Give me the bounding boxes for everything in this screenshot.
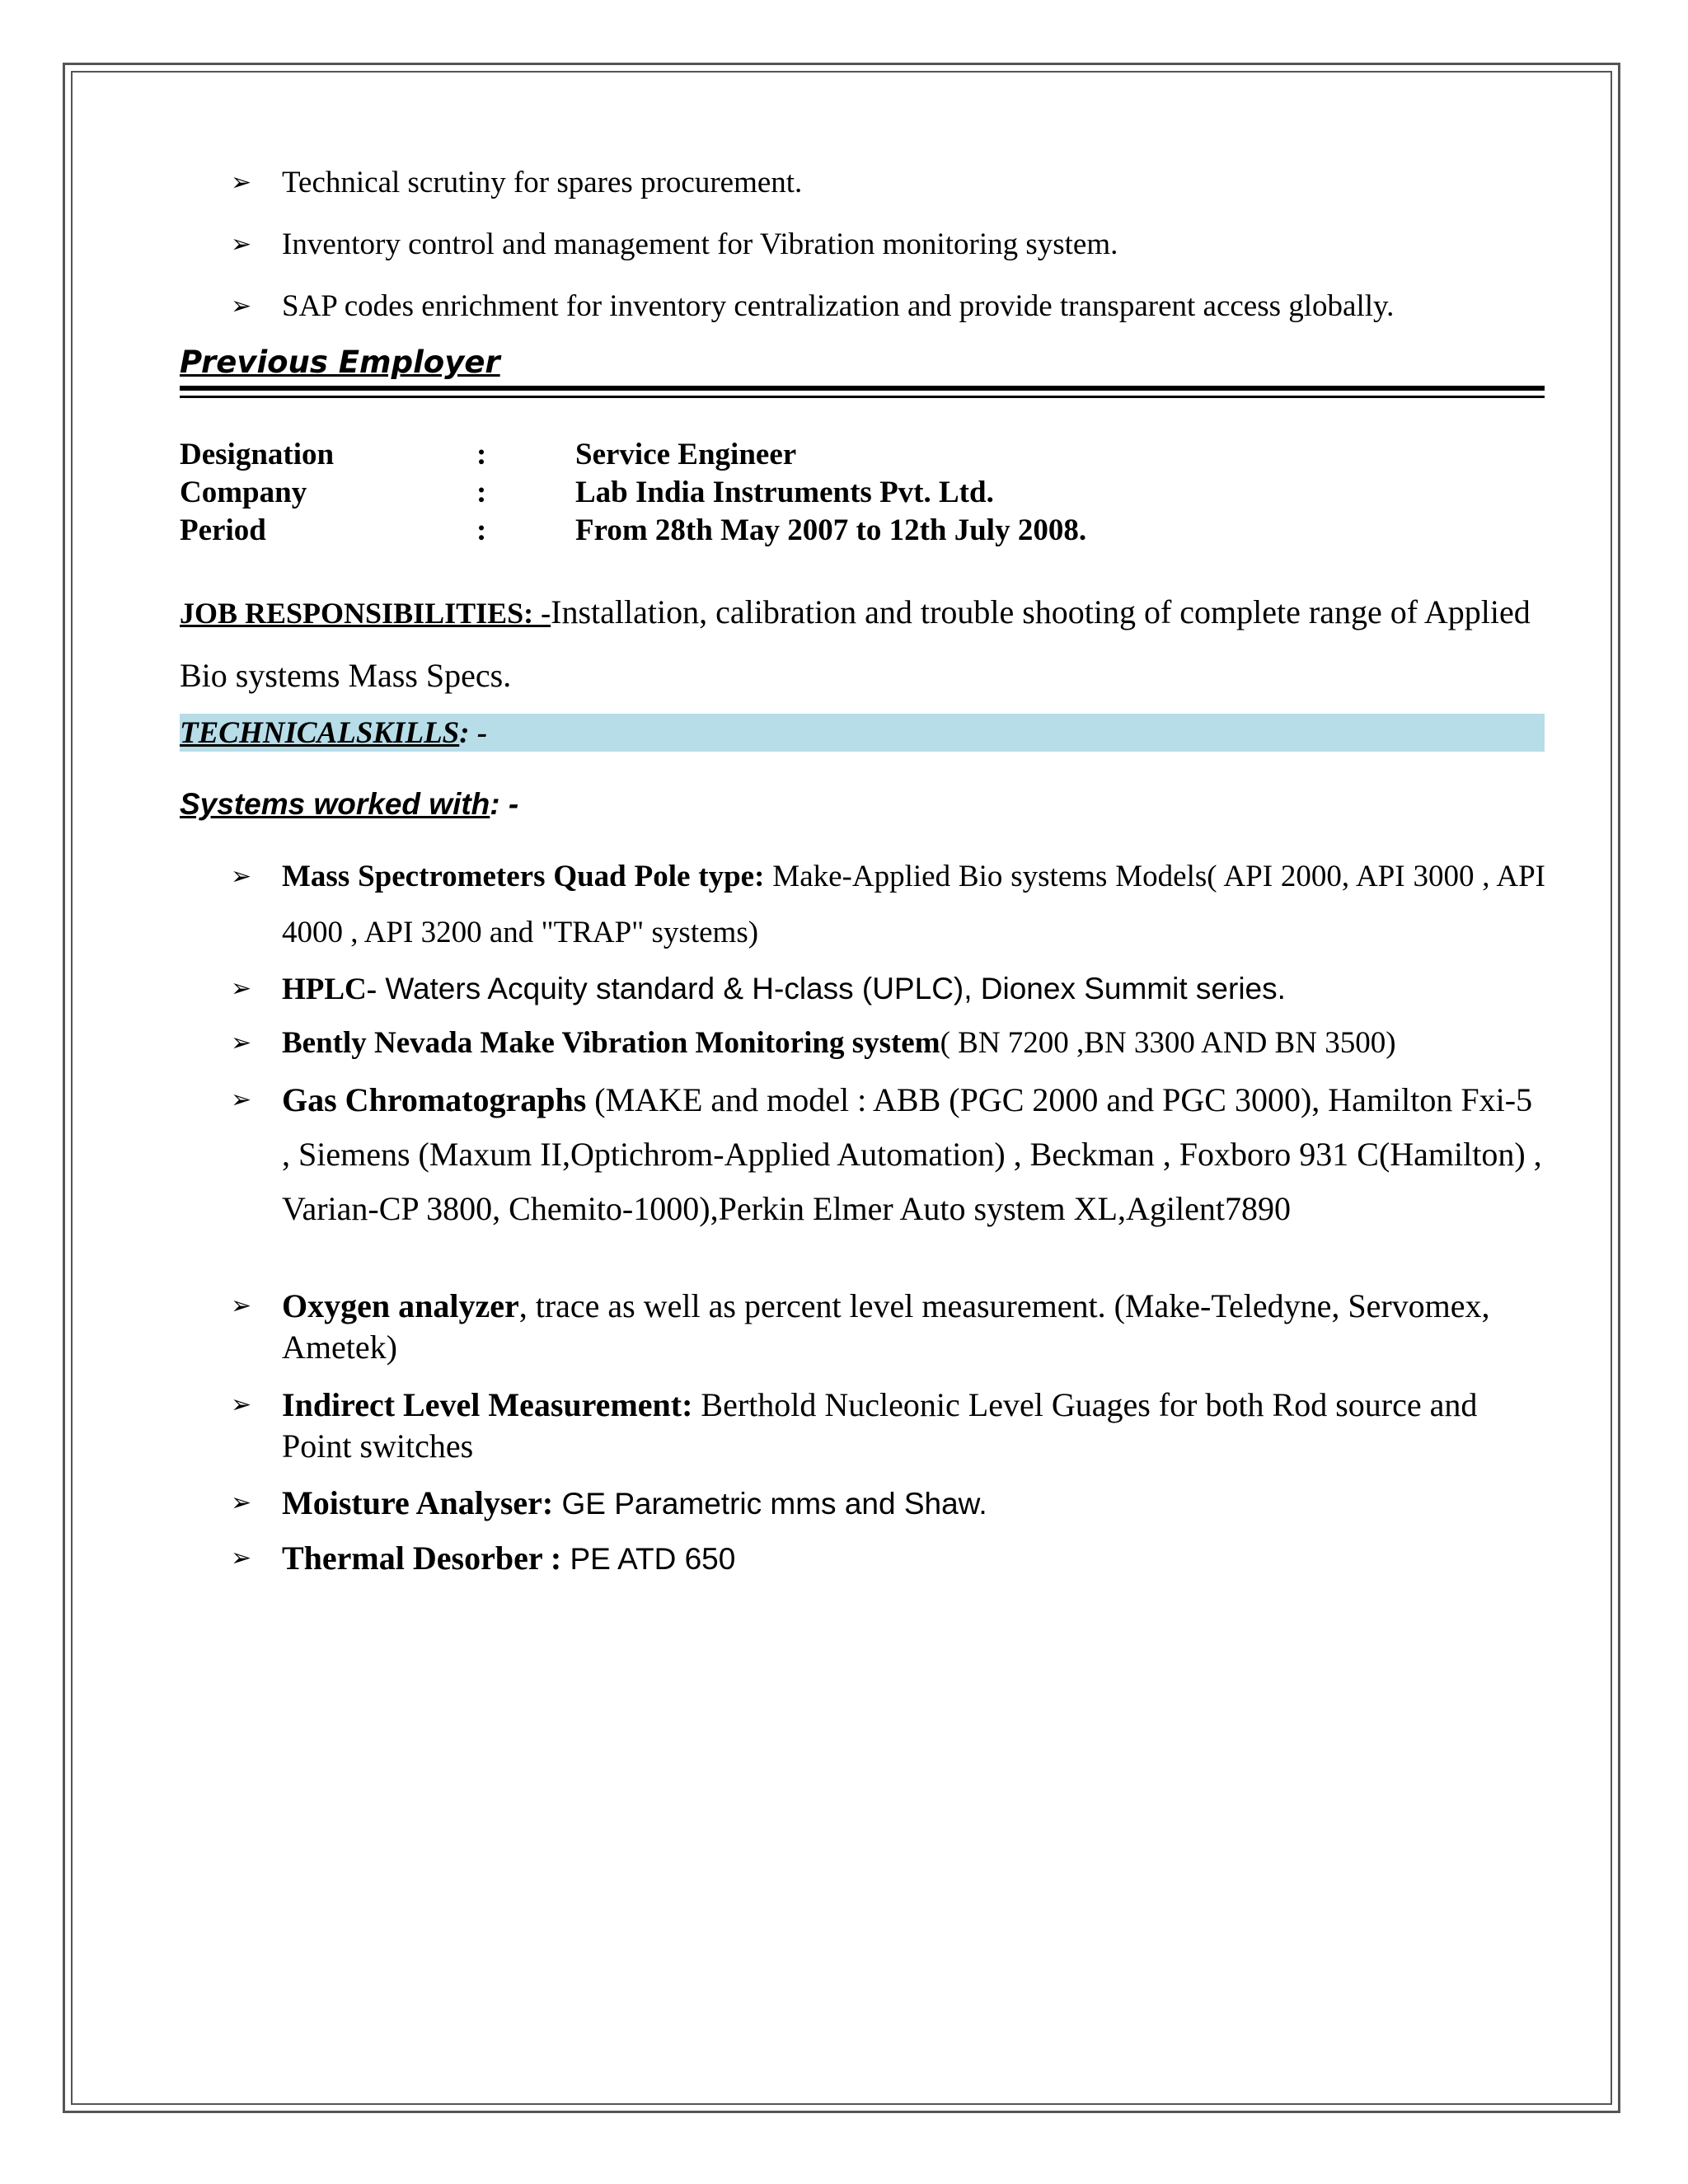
skill-name: Mass Spectrometers Quad Pole type:	[282, 860, 765, 893]
job-responsibilities	[180, 581, 1548, 706]
skill-text	[282, 1480, 1545, 1527]
period-value: From 28th May 2007 to 12th July 2008.	[575, 513, 1087, 547]
arrow-bullet-icon: ➢	[231, 1086, 252, 1113]
skill-name: Indirect Level Measurement:	[282, 1386, 693, 1423]
company-value: Lab India Instruments Pvt. Ltd.	[575, 476, 994, 509]
skill-text	[282, 966, 1545, 1013]
bullet-text: SAP codes enrichment for inventory centralization and provide transparent access globally.	[282, 289, 1395, 323]
arrow-bullet-icon: ➢	[231, 975, 252, 1002]
arrow-bullet-icon: ➢	[231, 863, 252, 890]
skill-detail: Berthold Nucleonic Level Guages for both Rod source and Point switches	[282, 1386, 1478, 1465]
skill-name: Gas Chromatographs	[282, 1081, 587, 1118]
colon: :	[476, 476, 487, 509]
company-label: Company	[180, 476, 307, 509]
skill-text	[282, 1385, 1545, 1467]
technical-skills-heading	[180, 715, 487, 751]
systems-title: Systems worked with	[180, 787, 490, 821]
divider	[180, 386, 1545, 391]
arrow-bullet-icon: ➢	[231, 1391, 252, 1418]
bullet-text: Inventory control and management for Vibration monitoring system.	[282, 227, 1118, 261]
technical-skills-suffix: : -	[459, 716, 488, 750]
arrow-bullet-icon: ➢	[231, 1489, 252, 1516]
technical-skills-bar	[180, 714, 1545, 752]
skill-text	[282, 849, 1545, 961]
skill-name: Moisture Analyser:	[282, 1484, 554, 1521]
skill-detail: Waters Acquity standard & H-class (UPLC), Dionex Summit series.	[377, 972, 1286, 1005]
skill-text	[282, 1286, 1545, 1368]
arrow-bullet-icon: ➢	[231, 1544, 252, 1572]
divider	[180, 396, 1545, 398]
period-label: Period	[180, 513, 266, 547]
skill-text	[282, 1535, 1545, 1582]
previous-employer-heading: Previous Employer	[180, 344, 500, 380]
arrow-bullet-icon: ➢	[231, 1029, 252, 1057]
skill-text	[282, 1020, 1545, 1066]
colon: :	[476, 513, 487, 547]
bullet-text: Technical scrutiny for spares procurement.	[282, 166, 803, 199]
skill-name: HPLC-	[282, 972, 377, 1006]
skill-detail: ( BN 7200 ,BN 3300 AND BN 3500)	[940, 1026, 1396, 1060]
skill-name: Thermal Desorber :	[282, 1540, 562, 1577]
arrow-bullet-icon: ➢	[231, 1292, 252, 1319]
skill-name: Bently Nevada Make Vibration Monitoring system	[282, 1026, 940, 1060]
arrow-bullet-icon: ➢	[231, 169, 252, 196]
skill-detail: (MAKE and model : ABB (PGC 2000 and PGC 3000), Hamilton Fxi-5 , Siemens (Maxum II,Optichrom-Applied Automation) , Beckman , Foxboro 931 C(Hamilton) , Varian-CP 3800, Chemito-1000),Perkin Elmer Auto system XL,Agilent7890	[282, 1081, 1542, 1227]
job-responsibilities-text: Installation, calibration and trouble shooting of complete range of Applied Bio systems Mass Specs.	[180, 593, 1531, 694]
arrow-bullet-icon: ➢	[231, 293, 252, 320]
skill-detail: , trace as well as percent level measurement. (Make-Teledyne, Servomex, Ametek)	[282, 1287, 1490, 1366]
skill-text	[282, 1073, 1545, 1236]
arrow-bullet-icon: ➢	[231, 231, 252, 258]
systems-suffix: : -	[490, 787, 519, 821]
designation-value: Service Engineer	[575, 438, 797, 471]
technical-skills-title: TECHNICALSKILLS	[180, 716, 460, 750]
job-responsibilities-label: JOB RESPONSIBILITIES: -	[180, 597, 551, 630]
skill-name: Oxygen analyzer	[282, 1287, 519, 1324]
skill-detail: PE ATD 650	[561, 1542, 736, 1576]
colon: :	[476, 438, 487, 471]
systems-heading	[180, 787, 518, 822]
skill-detail: Make-Applied Bio systems Models( API 2000, API 3000 , API 4000 , API 3200 and "TRAP" systems)	[282, 860, 1545, 949]
designation-label: Designation	[180, 438, 335, 471]
skill-detail: GE Parametric mms and Shaw.	[553, 1487, 987, 1521]
